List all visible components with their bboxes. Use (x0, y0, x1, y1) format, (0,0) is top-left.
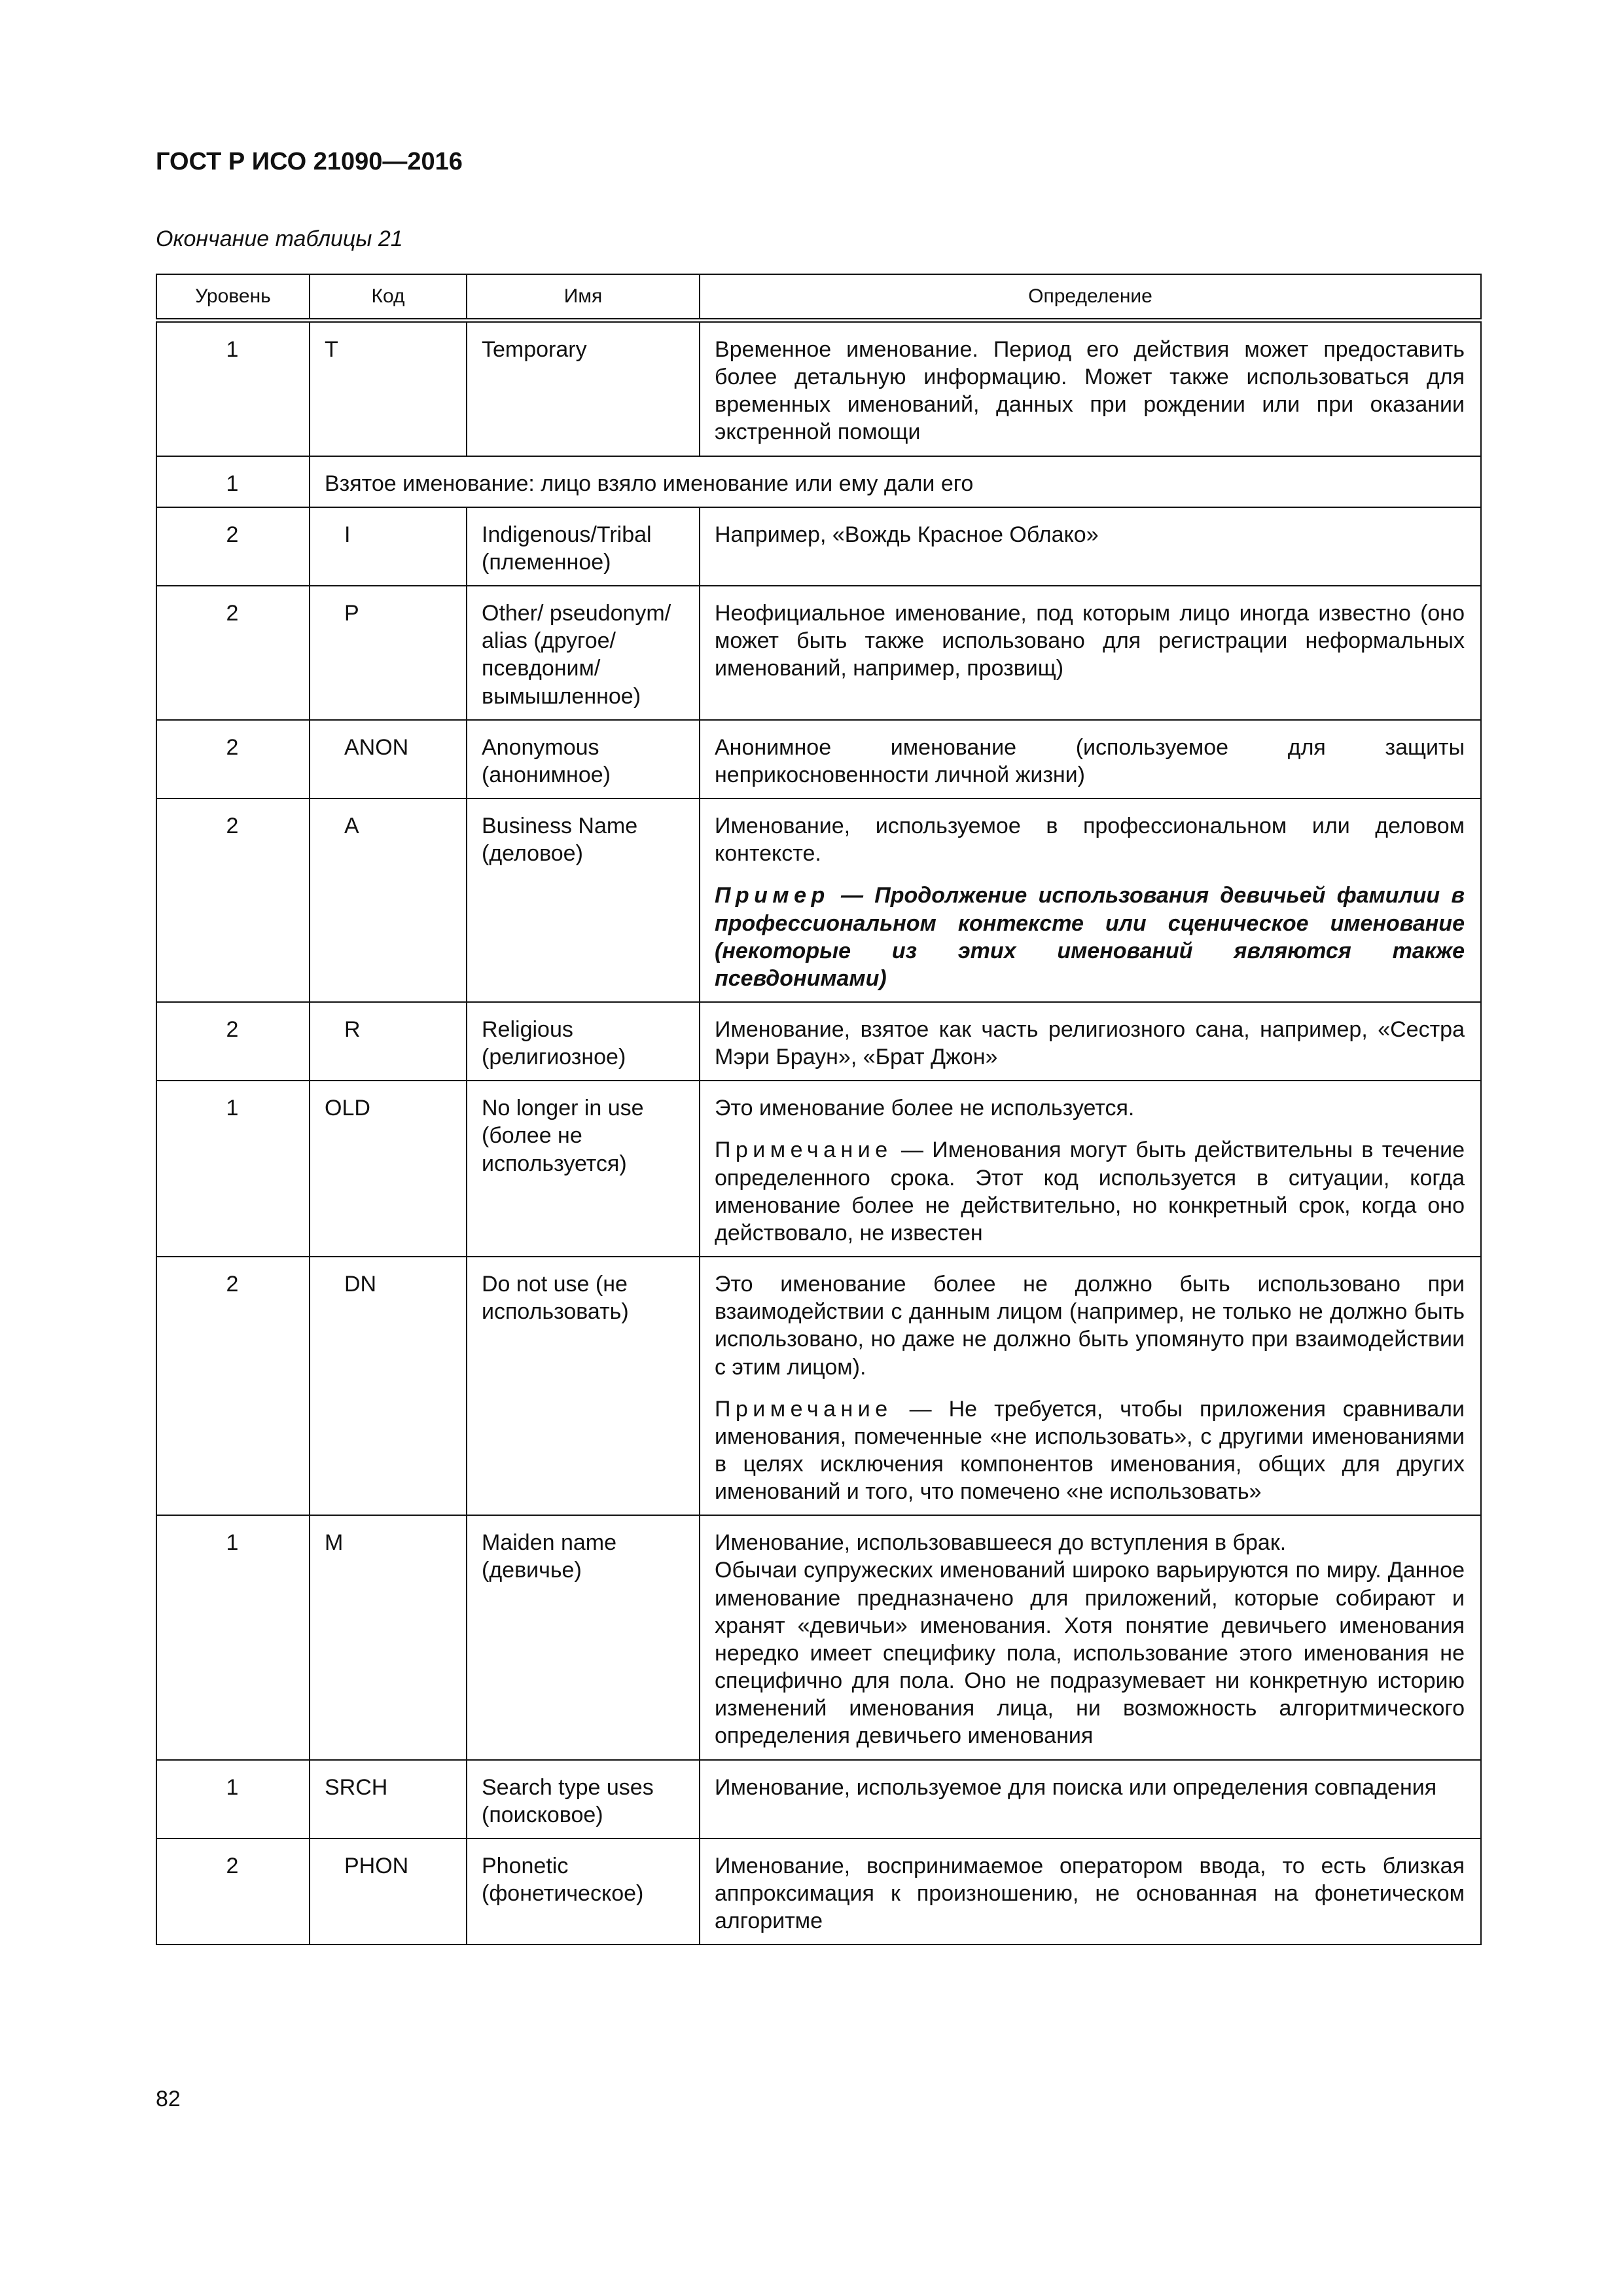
definition-cell (700, 586, 1481, 720)
page-number: 82 (156, 2087, 181, 2111)
code-cell: PHON (310, 1839, 467, 1945)
table-row (156, 1002, 1481, 1081)
level-cell: 1 (156, 456, 310, 507)
level-cell: 1 (156, 1081, 310, 1257)
level-cell: 2 (156, 798, 310, 1002)
definition-cell (700, 507, 1481, 586)
level-cell: 1 (156, 321, 310, 456)
definition-text: Например, «Вождь Красное Облако» (715, 522, 1099, 547)
table-row (156, 321, 1481, 456)
note-text: — Именования могут быть действительны в течение определенного срока. Этот код используется в ситуации, когда именование более не действительно, но конкретный срок, когда оно действовало, не известен (715, 1138, 1465, 1246)
code-cell: R (310, 1002, 467, 1081)
name-cell: Search type uses (поисковое) (467, 1760, 700, 1839)
table-row (156, 1839, 1481, 1945)
name-cell: Do not use (не использовать) (467, 1257, 700, 1515)
level-cell: 1 (156, 1515, 310, 1759)
code-cell: P (310, 586, 467, 720)
code-cell: I (310, 507, 467, 586)
definition-text: Анонимное именование (используемое для защиты неприкосновенности личной жизни) (715, 734, 1465, 787)
name-cell: Religious (религиозное) (467, 1002, 700, 1081)
code-cell: A (310, 798, 467, 1002)
definition-cell (700, 321, 1481, 456)
level-cell: 2 (156, 1257, 310, 1515)
definition-text: Временное именование. Период его действия может предоставить более детальную информацию. Может также использоваться для временных именований, данных при рождении или при оказании экстренной помощи (715, 337, 1465, 445)
name-cell: Maiden name (девичье) (467, 1515, 700, 1759)
definition-cell (700, 798, 1481, 1002)
table-caption: Окончание таблицы 21 (156, 226, 403, 251)
column-header-definition: Определение (700, 274, 1481, 321)
table-row (156, 1257, 1481, 1515)
group-heading-cell: Взятое именование: лицо взяло именование или ему дали его (310, 456, 1481, 507)
table-row (156, 586, 1481, 720)
note-label: Примечание (715, 1138, 893, 1163)
definition-cell (700, 1002, 1481, 1081)
definition-text: Это именование более не должно быть использовано при взаимодействии с данным лицом (например, не только не должно быть использовано, но даже не должно быть упомянуто при взаимодействии с этим лицом). (715, 1272, 1465, 1380)
level-cell: 2 (156, 1002, 310, 1081)
table-row (156, 1760, 1481, 1839)
definition-cell (700, 1760, 1481, 1839)
definition-text: Именование, использовавшееся до вступления в брак. (715, 1530, 1287, 1556)
column-header-name: Имя (467, 274, 700, 321)
code-cell: ANON (310, 720, 467, 798)
column-header-level: Уровень (156, 274, 310, 321)
table-row (156, 1515, 1481, 1759)
note-text: — Продолжение использования девичьей фамилии в профессиональном контексте или сценическое именование (некоторые из этих именований являются также псевдонимами) (715, 883, 1465, 991)
note-text: — Не требуется, чтобы приложения сравнивали именования, помеченные «не использовать», с другими именованиями в целях исключения компонентов именования, общих для других именований и того, что помечено «не использовать» (715, 1396, 1465, 1505)
code-cell: DN (310, 1257, 467, 1515)
code-cell: SRCH (310, 1760, 467, 1839)
definition-cell (700, 1081, 1481, 1257)
code-cell: T (310, 321, 467, 456)
definitions-table (156, 274, 1482, 1945)
table-header-row (156, 274, 1481, 321)
column-header-code: Код (310, 274, 467, 321)
table-row (156, 1081, 1481, 1257)
name-cell: No longer in use (более не используется) (467, 1081, 700, 1257)
definition-note (715, 1136, 1465, 1247)
level-cell: 2 (156, 507, 310, 586)
code-cell: M (310, 1515, 467, 1759)
definition-text: Именование, взятое как часть религиозного сана, например, «Сестра Мэри Браун», «Брат Джон» (715, 1016, 1465, 1070)
definition-note (715, 1395, 1465, 1506)
definition-cell (700, 1515, 1481, 1759)
name-cell: Indigenous/Tribal (племенное) (467, 507, 700, 586)
table-row (156, 798, 1481, 1002)
definition-cell (700, 1257, 1481, 1515)
definition-text: Неофициальное именование, под которым лицо иногда известно (оно может быть также использовано для регистрации неформальных именований, например, прозвищ) (715, 601, 1465, 681)
code-cell: OLD (310, 1081, 467, 1257)
definition-text: Именование, воспринимаемое оператором ввода, то есть близкая аппроксимация к произношению, не основанная на фонетическом алгоритме (715, 1853, 1465, 1934)
table-row (156, 507, 1481, 586)
table-row (156, 720, 1481, 798)
level-cell: 2 (156, 1839, 310, 1945)
definition-text: Именование, используемое для поиска или определения совпадения (715, 1774, 1437, 1800)
note-label: Пример (715, 883, 830, 908)
definition-text-continued: Обычаи супружеских именований широко варьируются по миру. Данное именование предназначено для приложений, которые собирают и хранят «девичьи» именования. Хотя понятие девичьего именования нередко имеет специфику пола, использование этого именования не специфично для пола. Оно не подразумевает ни конкретную историю изменений именования лица, ни возможность алгоритмического определения девичьего именования (715, 1558, 1465, 1749)
definition-text: Именование, используемое в профессиональном или деловом контексте. (715, 814, 1465, 867)
document-header: ГОСТ Р ИСО 21090—2016 (156, 148, 463, 175)
table-body (156, 321, 1481, 1945)
name-cell: Phonetic (фонетическое) (467, 1839, 700, 1945)
name-cell: Business Name (деловое) (467, 798, 700, 1002)
definition-cell (700, 1839, 1481, 1945)
level-cell: 2 (156, 720, 310, 798)
definition-text: Это именование более не используется. (715, 1096, 1135, 1121)
definition-cell (700, 720, 1481, 798)
name-cell: Anonymous (анонимное) (467, 720, 700, 798)
name-cell: Temporary (467, 321, 700, 456)
name-cell: Other/ pseudonym/ alias (другое/ псевдоним/ вымышленное) (467, 586, 700, 720)
level-cell: 1 (156, 1760, 310, 1839)
table-row (156, 456, 1481, 507)
level-cell: 2 (156, 586, 310, 720)
note-label: Примечание (715, 1396, 893, 1422)
definition-note (715, 882, 1465, 992)
